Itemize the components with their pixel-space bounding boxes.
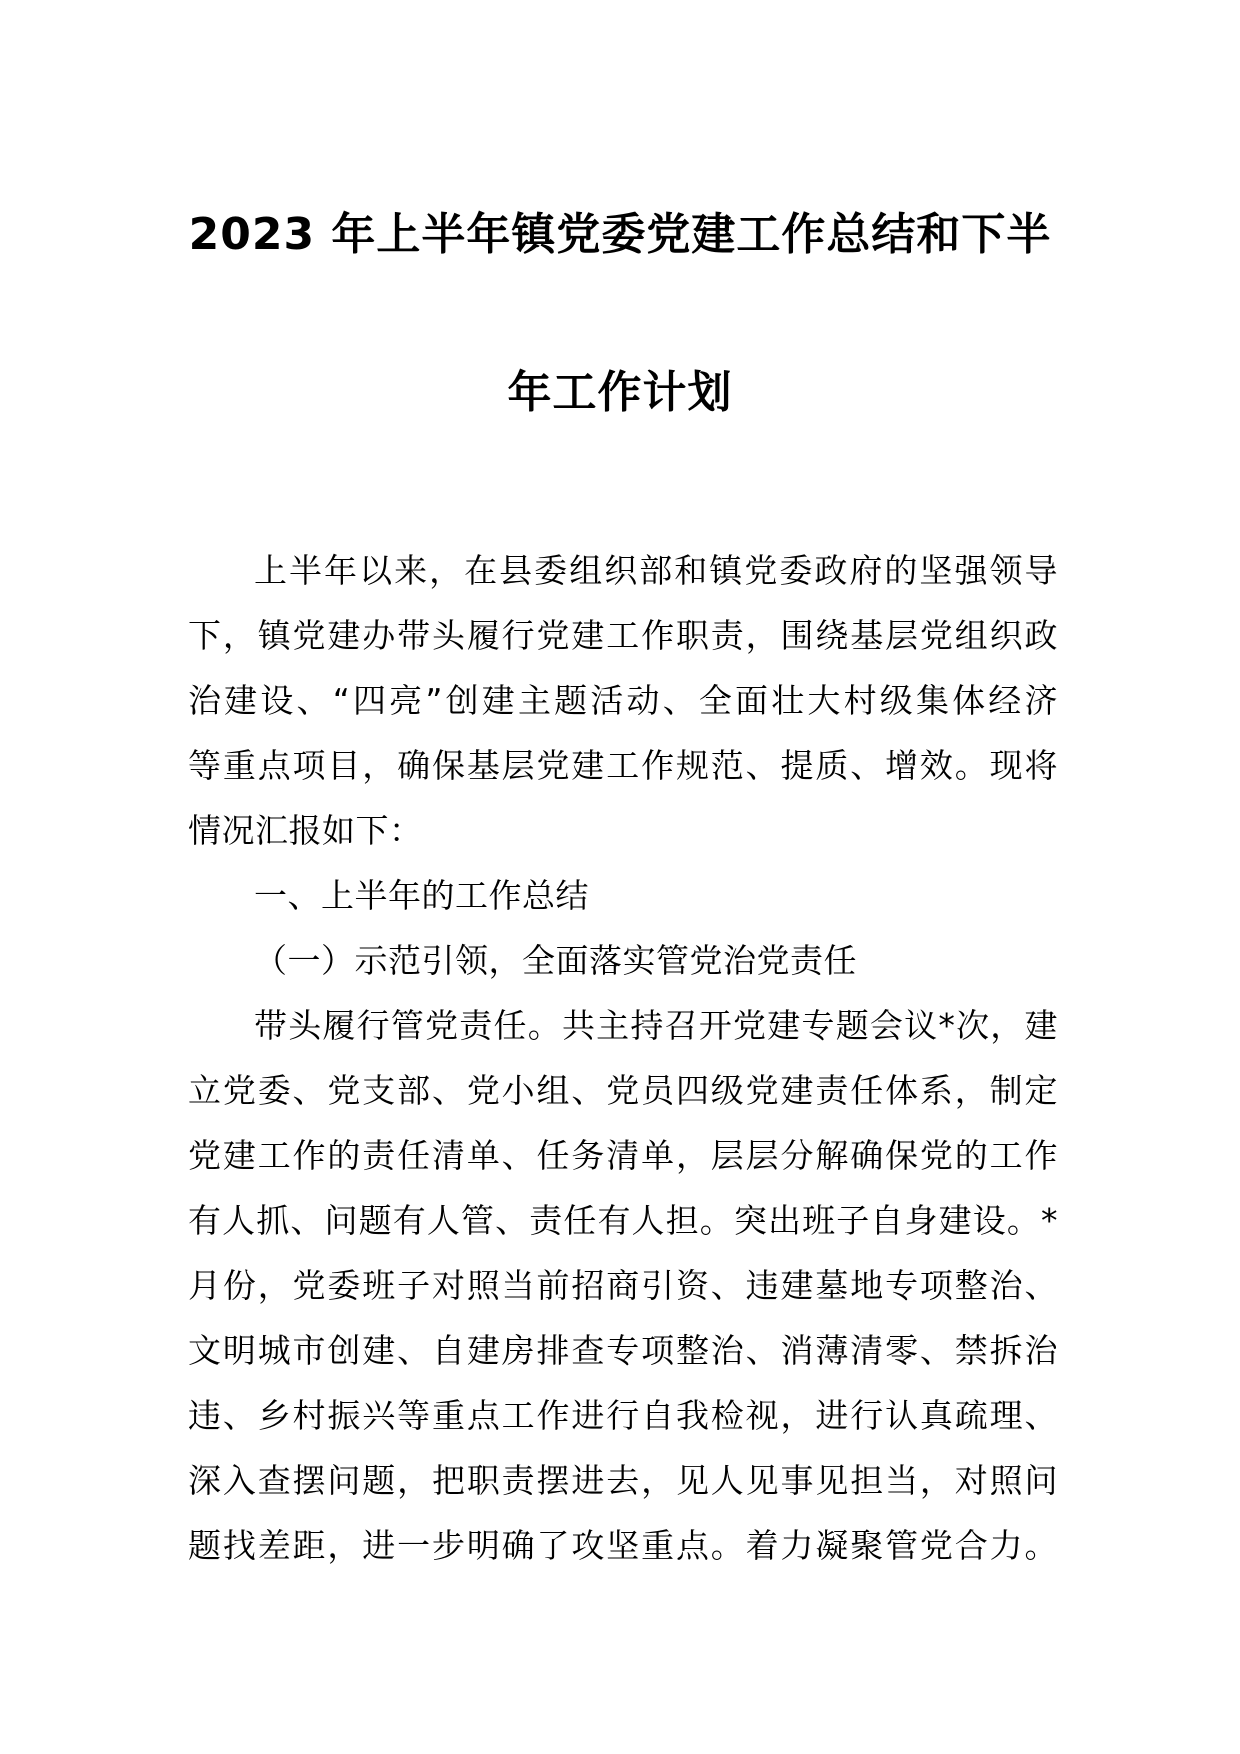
paragraph-line: 上半年以来，在县委组织部和镇党委政府的坚强领导 [254, 551, 1058, 590]
paragraph-line: 文明城市创建、自建房排查专项整治、消薄清零、禁拆治 [188, 1331, 1058, 1370]
paragraph-line: 等重点项目，确保基层党建工作规范、提质、增效。现将 [188, 746, 1058, 785]
paragraph-line: 题找差距，进一步明确了攻坚重点。着力凝聚管党合力。 [188, 1526, 1058, 1565]
paragraph-line: 立党委、党支部、党小组、党员四级党建责任体系，制定 [188, 1071, 1058, 1110]
subsection-heading: （一）示范引领，全面落实管党治党责任 [254, 941, 857, 980]
paragraph-line: 党建工作的责任清单、任务清单，层层分解确保党的工作 [188, 1136, 1058, 1175]
document-title-line-2: 年工作计划 [507, 367, 733, 418]
paragraph-line: 带头履行管党责任。共主持召开党建专题会议*次，建 [254, 1006, 1058, 1045]
paragraph-line: 深入查摆问题，把职责摆进去，见人见事见担当，对照问 [188, 1461, 1058, 1500]
paragraph-line: 违、乡村振兴等重点工作进行自我检视，进行认真疏理、 [188, 1396, 1058, 1435]
paragraph-line: 情况汇报如下： [188, 811, 423, 850]
paragraph-line: 治建设、“四亮”创建主题活动、全面壮大村级集体经济 [188, 681, 1058, 720]
document-title-line-1: 2023 年上半年镇党委党建工作总结和下半 [188, 209, 1052, 260]
paragraph-line: 月份，党委班子对照当前招商引资、违建墓地专项整治、 [188, 1266, 1058, 1305]
paragraph-line: 有人抓、问题有人管、责任有人担。突出班子自身建设。* [188, 1201, 1058, 1240]
section-heading: 一、上半年的工作总结 [254, 876, 589, 915]
paragraph-line: 下，镇党建办带头履行党建工作职责，围绕基层党组织政 [188, 616, 1058, 655]
